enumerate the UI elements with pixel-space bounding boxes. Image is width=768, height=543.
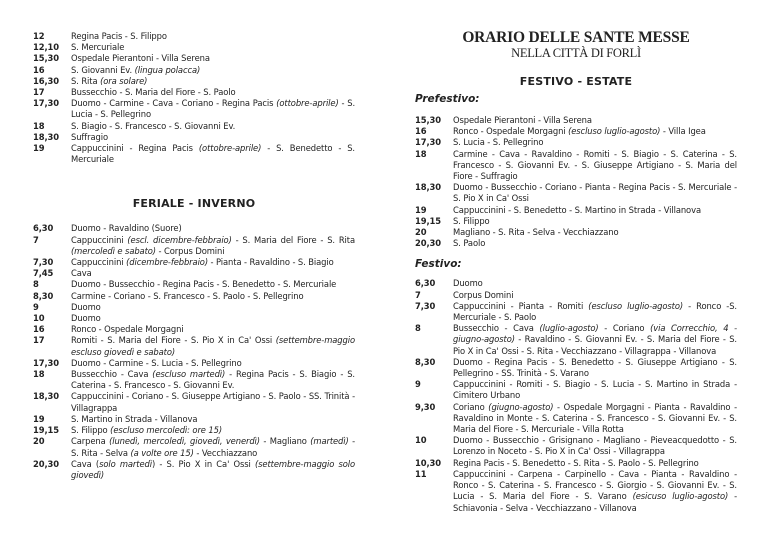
church-text: Duomo - Bussecchio - Coriano - Pianta - Regina Pacis - S. Mercuriale - S. Pio X in Ca' Ossi (453, 182, 737, 204)
church-list (71, 42, 355, 53)
schedule-row (33, 143, 355, 165)
schedule-row (33, 313, 355, 324)
mass-time: 16,30 (33, 75, 59, 86)
church-text: Cava (71, 268, 92, 279)
schedule-row (33, 324, 355, 335)
church-text: Coriano (453, 401, 489, 412)
schedule-row (33, 425, 355, 436)
church-list (71, 235, 355, 257)
mass-time: 8 (33, 279, 39, 290)
schedule-row (415, 182, 737, 204)
subsection-title-prefestivo: Prefestivo: (415, 93, 480, 105)
note-text: (giugno-agosto) (488, 401, 554, 412)
church-list (71, 369, 355, 391)
mass-time: 8 (415, 323, 421, 334)
church-text: Cappuccinini - Romiti - S. Biagio - S. Lucia - S. Martino in Strada - Cimitero Urbano (453, 379, 737, 401)
mass-time: 15,30 (33, 53, 59, 64)
church-list (71, 143, 355, 165)
schedule-row (33, 31, 355, 42)
section-title-feriale-inverno: FERIALE - INVERNO (132, 197, 256, 211)
church-list (453, 278, 737, 289)
schedule-row (415, 238, 737, 249)
church-text: Ronco - Ospedale Morgagni (71, 324, 184, 335)
mass-time: 10 (415, 435, 427, 446)
schedule-row (33, 98, 355, 120)
church-text: Duomo - Regina Pacis - S. Benedetto - S. Giuseppe Artigiano - S. Pellegrino - SS. Trinità - S. Varano (453, 356, 737, 379)
schedule-row (415, 205, 737, 216)
right-column (415, 0, 737, 514)
church-text: Suffragio (71, 131, 108, 142)
church-list (71, 358, 355, 369)
church-text: - Ospedale Morgagni - Pianta - Ravaldino - Ravaldino in Monte - S. Caterina - S. Francesco - S. Giovanni Ev. - S. Maria del Fiore - S. Mercuriale - Villa Rotta (453, 401, 737, 435)
church-text: Bussecchio - Cava (71, 369, 153, 380)
church-list (71, 132, 355, 143)
mass-time: 20 (415, 227, 427, 238)
church-list (71, 425, 355, 436)
church-list (71, 291, 355, 302)
note-text: (martedì) (310, 436, 349, 447)
church-text: Corpus Domini (453, 289, 514, 300)
church-list (71, 98, 355, 120)
church-text: S. Filippo (453, 215, 490, 226)
church-list (453, 238, 737, 249)
church-text: - Pianta - Ravaldino - S. Biagio (207, 257, 334, 268)
mass-time: 16 (33, 324, 45, 335)
church-list (71, 53, 355, 64)
church-list (71, 335, 355, 357)
mass-time: 12,10 (33, 42, 59, 53)
mass-time: 18,30 (33, 391, 59, 402)
church-list (453, 149, 737, 183)
church-text: S. Biagio - S. Francesco - S. Giovanni Ev. (71, 120, 236, 131)
mass-time: 17 (33, 335, 45, 346)
mass-time: 6,30 (415, 278, 436, 289)
note-text: (settembre-maggio solo giovedì) (71, 458, 356, 480)
church-text: Regina Pacis - S. Benedetto - S. Rita - S. Paolo - S. Pellegrino (453, 457, 699, 468)
schedule-row (415, 290, 737, 301)
church-text: Cappuccinini (71, 234, 128, 245)
mass-time: 9 (33, 301, 39, 312)
mass-time: 18 (33, 120, 45, 131)
church-text: Magliano - S. Rita - Selva - Vecchiazzano (453, 227, 619, 238)
note-text: (a volte ore 15) (130, 447, 194, 458)
mass-time: 18,30 (415, 182, 441, 193)
church-text: ) - S. Pio X in Ca' Ossi (151, 458, 255, 469)
mass-time: 19,15 (415, 215, 441, 226)
church-list (453, 216, 737, 227)
note-text: (escluso luglio-agosto) (568, 126, 661, 137)
schedule-row (415, 278, 737, 289)
note-text: (ottobre-aprile) (276, 98, 339, 109)
church-text: - Villa Igea (660, 126, 706, 137)
church-text: Duomo - Carmine - Cava - Coriano - Regina Pacis (71, 98, 277, 109)
church-text: Carmine - Cava - Ravaldino - Romiti - S. Biagio - S. Caterina - S. Francesco - S. Giovanni Ev. - S. Giuseppe Artigiano - S. Maria del Fiore - Suffragio (453, 148, 737, 182)
mass-time: 20 (33, 436, 45, 447)
church-list (453, 301, 737, 323)
mass-time: 15,30 (415, 115, 441, 125)
schedule-row (415, 323, 737, 357)
church-list (453, 137, 737, 148)
church-list (71, 459, 355, 481)
mass-time: 16 (415, 126, 427, 137)
note-text: (settembre-maggio escluso giovedì e sabato) (71, 335, 355, 357)
schedule-row (33, 335, 355, 357)
schedule-row (33, 369, 355, 391)
church-text: - S. Rita - Selva (71, 436, 356, 458)
mass-time: 9 (415, 379, 421, 390)
schedule-row (33, 414, 355, 425)
church-text: Romiti - S. Maria del Fiore - S. Pio X in Ca' Ossi (71, 335, 276, 346)
subsection-title-festivo: Festivo: (415, 258, 462, 271)
note-text: (mercoledì e sabato) (71, 245, 156, 256)
church-text: Regina Pacis - S. Filippo (71, 31, 167, 41)
church-text: - Coriano (598, 323, 651, 334)
note-text: (dicembre-febbraio) (126, 257, 208, 268)
church-list (453, 357, 737, 379)
mass-time: 11 (415, 468, 427, 479)
church-list (71, 223, 355, 234)
church-text: - S. Maria del Fiore - S. Rita (231, 234, 355, 245)
church-text: - Magliano (259, 436, 311, 447)
church-list (453, 379, 737, 401)
schedule-row (33, 257, 355, 268)
schedule-row (415, 216, 737, 227)
page-title: ORARIO DELLE SANTE MESSE (462, 29, 690, 46)
schedule-row (415, 402, 737, 436)
mass-time: 10 (33, 313, 45, 324)
church-text: Cappuccinini (71, 257, 127, 268)
schedule-row (33, 235, 355, 257)
mass-time: 8,30 (33, 290, 54, 301)
church-text: - Regina Pacis - S. Biagio - S. Caterina - S. Francesco - S. Giovanni Ev. (71, 369, 355, 391)
mass-time: 19,15 (33, 425, 59, 436)
church-list (453, 469, 737, 514)
church-text: Duomo - Ravaldino (Suore) (71, 223, 182, 234)
schedule-row (33, 291, 355, 302)
church-list (71, 414, 355, 425)
church-list (71, 302, 355, 313)
note-text: (ora solare) (100, 75, 148, 86)
church-text: Duomo (71, 313, 101, 324)
church-list (71, 65, 355, 76)
church-text: Ospedale Pierantoni - Villa Serena (453, 115, 592, 125)
church-text: S. Filippo (71, 425, 111, 436)
schedule-row (33, 65, 355, 76)
mass-time: 20,30 (415, 238, 441, 249)
church-list (453, 205, 737, 216)
church-list (71, 391, 355, 413)
church-text: Cappuccinini - Pianta - Romiti (453, 300, 589, 311)
section-title-festivo-estate: FESTIVO - ESTATE (519, 75, 633, 88)
note-text: (ottobre-aprile) (198, 143, 262, 154)
church-text: Cappuccinini - Coriano - S. Giuseppe Artigiano - S. Paolo - SS. Trinità - Villagrappa (71, 391, 355, 413)
mass-time: 18 (33, 369, 45, 380)
schedule-row (415, 469, 737, 514)
church-text: Bussecchio - S. Maria del Fiore - S. Paolo (71, 87, 236, 98)
church-list (453, 290, 737, 301)
church-list (71, 436, 355, 458)
church-list (71, 313, 355, 324)
church-list (453, 126, 737, 137)
note-text: (escluso mercoledì: ore 15) (110, 425, 223, 436)
church-text: Duomo - Bussecchio - Grisignano - Magliano - Pieveacquedotto - S. Lorenzo in Noceto - S. Pio X in Ca' Ossi - Villagrappa (453, 435, 737, 457)
note-text: (luglio-agosto) (539, 323, 599, 334)
mass-time: 6,30 (33, 223, 54, 234)
church-list (71, 324, 355, 335)
schedule-row (415, 149, 737, 183)
mass-time: 7,30 (415, 300, 436, 311)
schedule-row (415, 227, 737, 238)
schedule-row (415, 115, 737, 126)
schedule-row (33, 132, 355, 143)
church-text: - Ronco -S. Mercuriale - S. Paolo (453, 300, 737, 323)
church-text: Cappuccinini - Carpena - Carpinello - Cava - Pianta - Ravaldino - Ronco - S. Caterina - S. Francesco - S. Giorgio - S. Giovanni Ev. - S. Lucia - S. Maria del Fiore - S. Varano (453, 468, 737, 502)
church-text: - S. Benedetto - S. Mercuriale (71, 143, 355, 165)
schedule-row (33, 42, 355, 53)
left-column (33, 0, 355, 481)
note-text: (via Correcchio, 4 - giugno-agosto) (453, 323, 737, 345)
schedule-row (415, 137, 737, 148)
schedule-row (33, 121, 355, 132)
church-text: Cappuccinini - S. Benedetto - S. Martino in Strada - Villanova (453, 204, 701, 215)
church-list (453, 402, 737, 436)
church-text: - S. Lucia - S. Pellegrino (71, 98, 356, 120)
schedule-row (33, 76, 355, 87)
church-list (453, 323, 737, 357)
mass-time: 7 (33, 234, 39, 245)
note-text: (escluso luglio-agosto) (588, 300, 684, 311)
schedule-row (33, 268, 355, 279)
schedule-list-festivo (415, 278, 737, 513)
church-list (453, 435, 737, 457)
schedule-list-feriale-inverno (33, 223, 355, 481)
church-list (71, 257, 355, 268)
church-text: S. Giovanni Ev. (71, 64, 135, 75)
note-text: (escluso martedì) (152, 369, 226, 380)
church-list (453, 227, 737, 238)
church-text: Ospedale Pierantoni - Villa Serena (71, 53, 210, 64)
church-list (71, 31, 355, 42)
church-text: S. Rita (71, 75, 101, 86)
schedule-row (415, 357, 737, 379)
church-text: Duomo - Carmine - S. Lucia - S. Pellegrino (71, 357, 242, 368)
church-list (453, 115, 737, 126)
mass-time: 7,30 (33, 257, 54, 268)
schedule-row (33, 53, 355, 64)
church-text: Duomo (453, 278, 483, 289)
schedule-row (33, 459, 355, 481)
note-text: (lingua polacca) (134, 64, 201, 75)
church-text: - Corpus Domini (155, 245, 225, 256)
church-text: S. Lucia - S. Pellegrino (453, 137, 544, 148)
church-text: Carpena (71, 436, 110, 447)
church-text: Duomo (71, 301, 101, 312)
mass-time: 17,30 (415, 137, 441, 148)
mass-time: 17,30 (33, 357, 59, 368)
mass-time: 18 (415, 148, 427, 159)
note-text: (escl. dicembre-febbraio) (127, 234, 232, 245)
mass-time: 17,30 (33, 98, 59, 109)
page-subtitle: NELLA CITTÀ DI FORLÌ (511, 46, 641, 60)
church-text: Duomo - Bussecchio - Regina Pacis - S. Benedetto - S. Mercuriale (71, 279, 337, 290)
church-list (71, 268, 355, 279)
schedule-row (33, 436, 355, 458)
mass-time: 10,30 (415, 457, 441, 468)
church-text: S. Martino in Strada - Villanova (71, 413, 198, 424)
church-text: Cava ( (71, 458, 100, 469)
schedule-row (33, 87, 355, 98)
church-text: - Schiavonia - Selva - Vecchiazzano - Villanova (453, 491, 738, 513)
church-list (71, 76, 355, 87)
schedule-row (33, 223, 355, 234)
note-text: solo martedì (99, 458, 152, 469)
mass-time: 17 (33, 87, 45, 98)
church-list (71, 87, 355, 98)
schedule-row (33, 302, 355, 313)
church-text: Ronco - Ospedale Morgagni (453, 126, 569, 137)
church-text: - Ravaldino - S. Giovanni Ev. - S. Maria del Fiore - S. Pio X in Ca' Ossi - S. Rita - Vecchiazzano - Villagrappa - Villanova (453, 334, 737, 356)
schedule-row (415, 379, 737, 401)
schedule-row (415, 126, 737, 137)
note-text: (lunedì, mercoledì, giovedì, venerdì) (109, 436, 260, 447)
church-text: S. Mercuriale (71, 42, 125, 53)
schedule-list-prefestivo (415, 115, 737, 249)
mass-time: 19 (33, 413, 45, 424)
mass-time: 12 (33, 31, 45, 41)
church-text: Cappuccinini - Regina Pacis (71, 143, 199, 154)
schedule-row (33, 279, 355, 290)
church-text: Carmine - Coriano - S. Francesco - S. Paolo - S. Pellegrino (71, 290, 304, 301)
schedule-row (33, 358, 355, 369)
church-text: Bussecchio - Cava (453, 323, 540, 334)
church-list (453, 182, 737, 204)
mass-time: 18,30 (33, 131, 59, 142)
church-list (71, 279, 355, 290)
mass-time: 16 (33, 64, 45, 75)
schedule-row (415, 458, 737, 469)
schedule-list-top (33, 31, 355, 165)
church-text: - Vecchiazzano (193, 447, 258, 458)
mass-time: 7 (415, 289, 421, 300)
note-text: (esicuso luglio-agosto) (632, 491, 729, 502)
mass-time: 19 (33, 143, 45, 154)
church-list (453, 458, 737, 469)
mass-time: 19 (415, 204, 427, 215)
mass-time: 9,30 (415, 401, 436, 412)
schedule-row (33, 391, 355, 413)
mass-time: 20,30 (33, 458, 59, 469)
church-list (71, 121, 355, 132)
schedule-row (415, 435, 737, 457)
schedule-row (415, 301, 737, 323)
mass-time: 7,45 (33, 268, 54, 279)
mass-time: 8,30 (415, 356, 436, 367)
church-text: S. Paolo (453, 238, 486, 249)
